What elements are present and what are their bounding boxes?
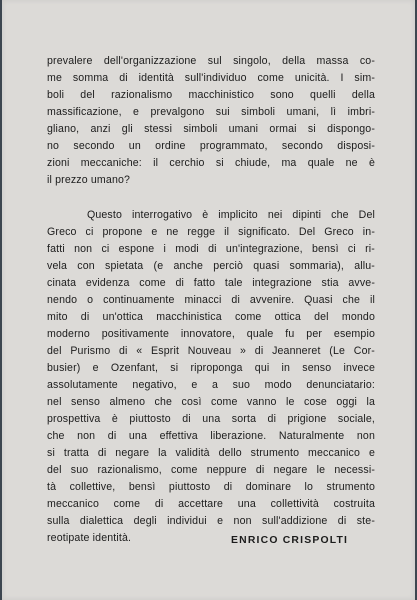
text-line: assolutamente negativo, e a suo modo denunciatario: <box>47 379 375 391</box>
text-line: zioni meccaniche: il cerchio si chiude, ma quale ne è <box>47 157 375 169</box>
text-line: sulla dialettica degli individui e non sull'addizione di ste- <box>47 515 375 527</box>
paragraph-gap <box>47 189 375 207</box>
text-line: meccanico come di accettare una collettività costruita <box>47 498 375 510</box>
text-line: cinata evidenza come di fatto tale integrazione stia avve- <box>47 277 375 289</box>
text-line: boli del razionalismo macchinistico sono quelli della <box>47 89 375 101</box>
text-line: nel senso almeno che così come vanno le cose oggi la <box>47 396 375 408</box>
text-line: no secondo un ordine programmato, secondo disposi- <box>47 140 375 152</box>
text-line: vela con spietata (e anche perciò quasi sommaria), allu- <box>47 260 375 272</box>
text-line: che non di una effettiva liberazione. Naturalmente non <box>47 430 375 442</box>
text-line: me somma di identità sull'individuo come unicità. I sim- <box>47 72 375 84</box>
text-line: Greco ci propone e ne regge il significato. Del Greco in- <box>47 226 375 238</box>
author-signature: ENRICO CRISPOLTI <box>231 535 349 546</box>
text-line: del Purismo di « Esprit Nouveau » di Jeanneret (Le Cor- <box>47 345 375 357</box>
text-line: moderno positivamente innovatore, quale fu per esempio <box>47 328 375 340</box>
text-line: mito di un'ottica macchinistica come ottica del mondo <box>47 311 375 323</box>
text-line: prospettiva è piuttosto di una sorta di prigione sociale, <box>47 413 375 425</box>
text-line: massificazione, e prevalgono sui simboli umani, lì imbri- <box>47 106 375 118</box>
text-line: del suo razionalismo, come neppure di negare le necessi- <box>47 464 375 476</box>
text-line: prevalere dell'organizzazione sul singolo, della massa co- <box>47 55 375 67</box>
text-line: gliano, anzi gli stessi simboli umani ormai si dispongo- <box>47 123 375 135</box>
paragraph-1 <box>47 53 375 189</box>
body-text <box>47 53 375 547</box>
text-line: tà collettive, bensì piuttosto di dominare lo strumento <box>47 481 375 493</box>
text-line: nendo o continuamente minacci di avvenire. Quasi che il <box>47 294 375 306</box>
text-line: reotipate identità. <box>47 532 132 544</box>
text-line: il prezzo umano? <box>47 174 131 186</box>
text-line: fatti non ci espone i modi di un'integrazione, bensì ci ri- <box>47 243 375 255</box>
text-line: Questo interrogativo è implicito nei dipinti che Del <box>47 209 375 221</box>
text-line: si tratta di negare la validità dello strumento meccanico e <box>47 447 375 459</box>
text-line: busier) e Ozenfant, si riproponga qui in senso invece <box>47 362 375 374</box>
paragraph-2 <box>47 207 375 547</box>
book-page <box>2 0 415 600</box>
